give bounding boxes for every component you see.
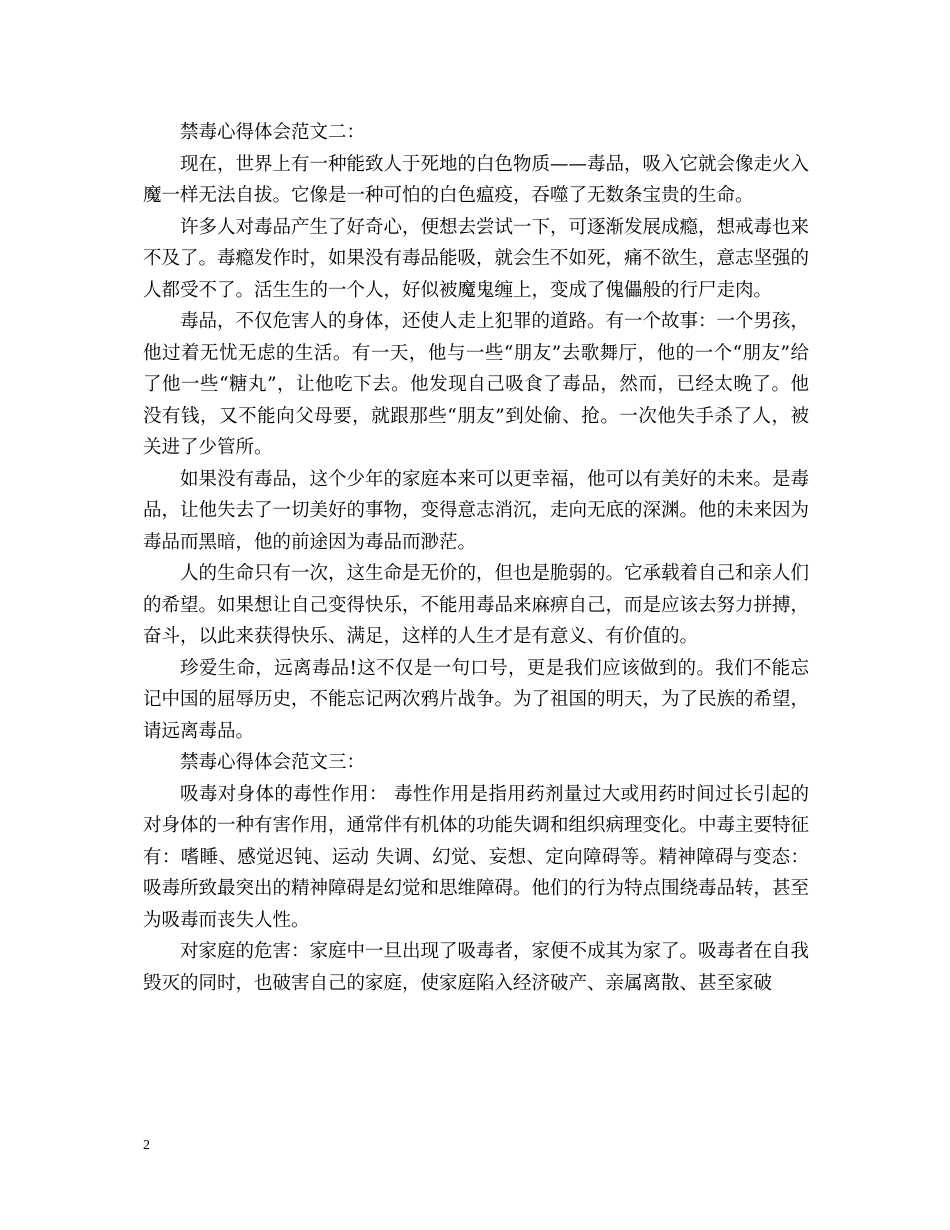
paragraph: 如果没有毒品，这个少年的家庭本来可以更幸福，他可以有美好的未来。是毒品，让他失去了一切美好的事物，变得意志消沉，走向无底的深渊。他的未来因为毒品而黑暗，他的前途因为毒品而渺茫。 <box>143 468 810 553</box>
paragraph: 人的生命只有一次，这生命是无价的，但也是脆弱的。它承载着自己和亲人们的希望。如果想让自己变得快乐，不能用毒品来麻痹自己，而是应该去努力拼搏，奋斗，以此来获得快乐、满足，这样的人生才是有意义、有价值的。 <box>143 563 810 647</box>
paragraph: 禁毒心得体会范文三： <box>180 752 366 773</box>
paragraph: 毒品，不仅危害人的身体，还使人走上犯罪的道路。有一个故事：一个男孩，他过着无忧无虑的生活。有一天，他与一些“朋友”去歌舞厅，他的一个“朋友”给了他一些“糖丸”，让他吃下去。他发现自己吸食了毒品，然而，已经太晚了。他没有钱，又不能向父母要，就跟那些“朋友”到处偷、抢。一次他失手杀了人，被关进了少管所。 <box>143 311 810 458</box>
document-body <box>143 117 809 999</box>
paragraph: 现在，世界上有一种能致人于死地的白色物质——毒品，吸入它就会像走火入魔一样无法自拔。它像是一种可怕的白色瘟疫，吞噬了无数条宝贵的生命。 <box>143 153 810 206</box>
page-number: 2 <box>143 1138 150 1153</box>
paragraph: 许多人对毒品产生了好奇心，便想去尝试一下，可逐渐发展成瘾，想戒毒也来不及了。毒瘾发作时，如果没有毒品能吸，就会生不如死，痛不欲生，意志坚强的人都受不了。活生生的一个人，好似被魔鬼缠上，变成了傀儡般的行尸走肉。 <box>143 216 810 301</box>
paragraph: 禁毒心得体会范文二： <box>180 122 366 143</box>
paragraph: 吸毒对身体的毒性作用： 毒性作用是指用药剂量过大或用药时间过长引起的对身体的一种有害作用，通常伴有机体的功能失调和组织病理变化。中毒主要特征有：嗜睡、感觉迟钝、运动 失调、幻觉、妄想、定向障碍等。精神障碍与变态：吸毒所致最突出的精神障碍是幻觉和思维障碍。他们的行为特点围绕毒品转，甚至为吸毒而丧失人性。 <box>143 783 810 931</box>
paragraph: 珍爱生命，远离毒品!这不仅是一句口号，更是我们应该做到的。我们不能忘记中国的屈辱历史，不能忘记两次鸦片战争。为了祖国的明天，为了民族的希望，请远离毒品。 <box>143 657 810 742</box>
paragraph: 对家庭的危害：家庭中一旦出现了吸毒者，家便不成其为家了。吸毒者在自我毁灭的同时，也破害自己的家庭，使家庭陷入经济破产、亲属离散、甚至家破 <box>143 941 810 994</box>
